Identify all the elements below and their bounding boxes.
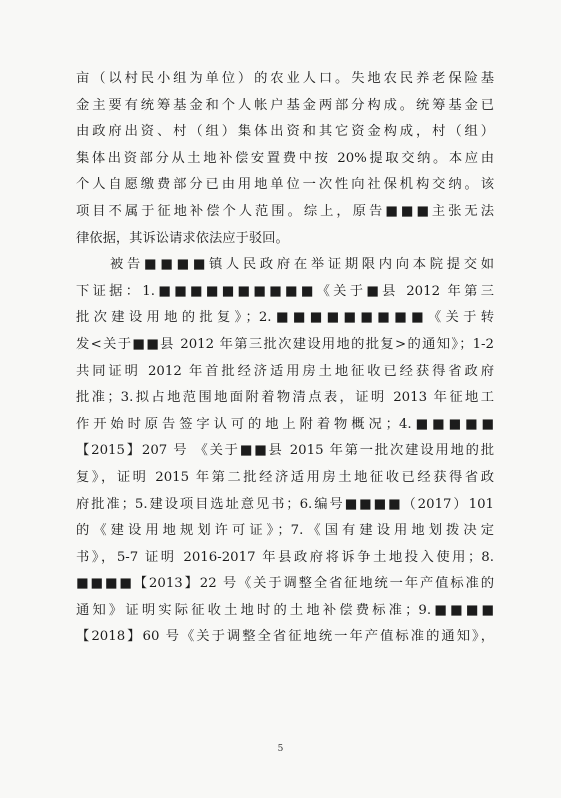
text-line: 【2018】60 号《关于调整全省征地统一年产值标准的通知》，	[76, 629, 494, 645]
text-line: 由政府出资、村（组）集体出资和其它资金构成，村（组）	[76, 124, 494, 140]
page-number: 5	[277, 744, 284, 754]
text-line: 通知》证明实际征收土地时的土地补偿费标准；9.■■■■	[76, 602, 494, 618]
body-text	[76, 66, 494, 651]
text-line: 下证据：1.■■■■■■■■■■《关于■县 2012 年第三	[76, 283, 494, 299]
text-line: 的《建设用地规划许可证》；7.《国有建设用地划拨决定	[76, 523, 494, 539]
text-line: 发<关于■■县 2012 年第三批次建设用地的批复>的通知》；1-2	[76, 336, 494, 352]
text-line: 被告■■■■镇人民政府在举证期限内向本院提交如	[76, 257, 494, 273]
text-line: 项目不属于征地补偿个人范围。综上，原告■■■主张无法	[76, 203, 494, 219]
text-line: 复》，证明 2015 年第二批经济适用房土地征收已经获得省政	[76, 469, 494, 485]
text-line: 府批准；5.建设项目选址意见书；6.编号■■■■（2017）101	[76, 496, 494, 512]
text-line: 律依据，其诉讼请求依法应于驳回。	[76, 230, 289, 246]
text-line: ■■■■【2013】22 号《关于调整全省征地统一年产值标准的	[76, 576, 494, 592]
text-line: 批准；3.拟占地范围地面附着物清点表，证明 2013 年征地工	[76, 390, 494, 406]
text-line: 亩（以村民小组为单位）的农业人口。失地农民养老保险基	[76, 71, 494, 86]
text-line: 批次建设用地的批复》；2.■■■■■■■■■《关于转	[76, 310, 494, 326]
text-line: 个人自愿缴费部分已由用地单位一次性向社保机构交纳。该	[76, 177, 494, 193]
text-line: 集体出资部分从土地补偿安置费中按 20%提取交纳。本应由	[76, 150, 494, 166]
text-line: 共同证明 2012 年首批经济适用房土地征收已经获得省政府	[76, 363, 494, 379]
text-line: 【2015】207 号 《关于■■县 2015 年第一批次建设用地的批	[76, 443, 494, 459]
text-line: 作开始时原告签字认可的地上附着物概况；4.■■■■■	[76, 416, 494, 432]
text-line: 金主要有统筹基金和个人帐户基金两部分构成。统筹基金已	[76, 97, 494, 113]
text-line: 书》，5-7 证明 2016-2017 年县政府将诉争土地投入使用；8.	[76, 549, 494, 565]
